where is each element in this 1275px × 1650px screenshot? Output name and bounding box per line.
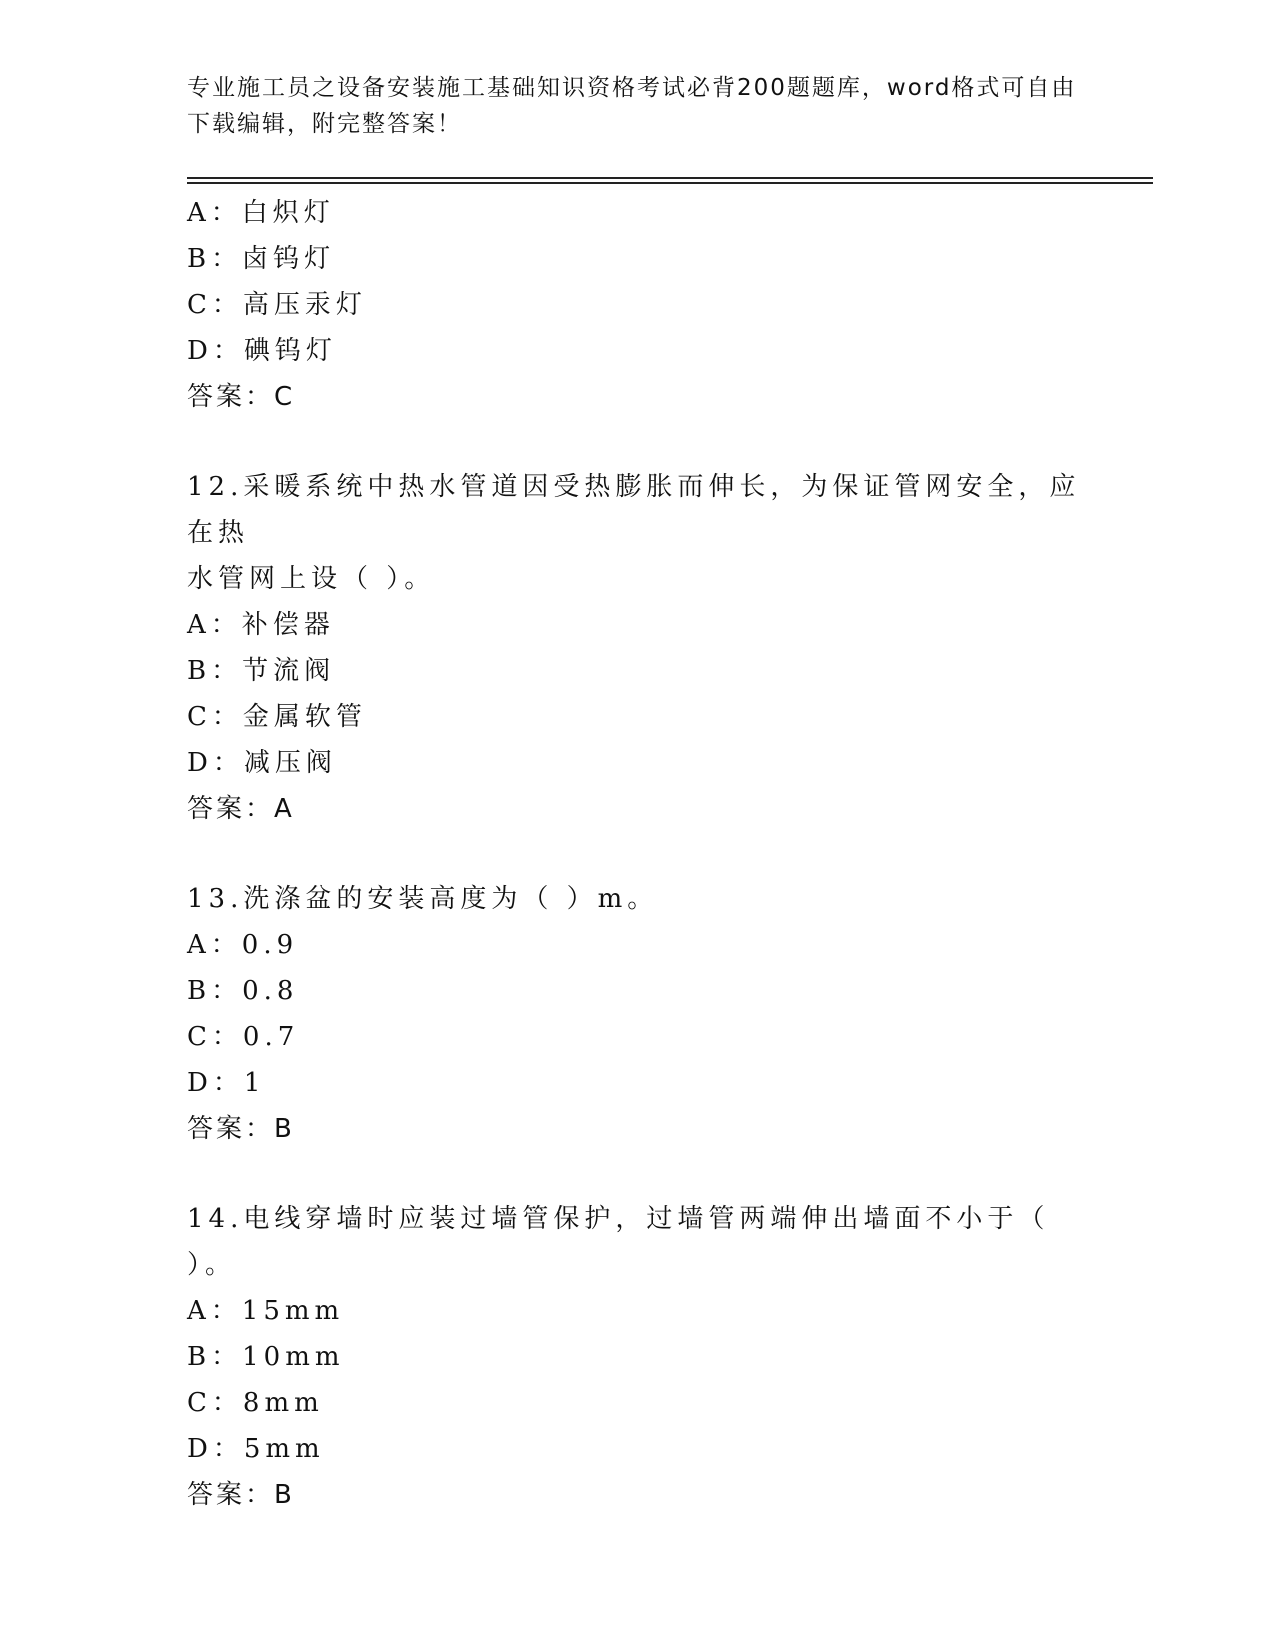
question-13 (187, 876, 1087, 1152)
answer: 答案：B (187, 1114, 295, 1144)
option-d: D：减压阀 (187, 748, 337, 778)
question-text: 13.洗涤盆的安装高度为（ ）m。 (187, 884, 659, 914)
option-a: A：补偿器 (187, 610, 335, 640)
question-text: 14.电线穿墙时应装过墙管保护，过墙管两端伸出墙面不小于（ ）。 (187, 1204, 1050, 1280)
document-header (187, 70, 1087, 142)
option-b: B：0.8 (187, 976, 299, 1006)
answer: 答案：B (187, 1480, 295, 1510)
answer: 答案：C (187, 382, 296, 412)
answer: 答案：A (187, 794, 295, 824)
option-b: B：卤钨灯 (187, 244, 336, 274)
option-c: C：8mm (187, 1388, 324, 1418)
option-d: D：1 (187, 1068, 266, 1098)
option-d: D：5mm (187, 1434, 325, 1464)
option-a: A：0.9 (187, 930, 299, 960)
partial-question (187, 190, 1087, 420)
header-divider-bottom (187, 182, 1153, 184)
option-d: D：碘钨灯 (187, 336, 337, 366)
option-b: B：10mm (187, 1342, 345, 1372)
option-a: A：白炽灯 (187, 198, 335, 228)
option-c: C：金属软管 (187, 702, 367, 732)
question-12 (187, 464, 1087, 832)
question-text-continued: 水管网上设（ ）。 (187, 564, 436, 594)
option-a: A：15mm (187, 1296, 345, 1326)
option-b: B：节流阀 (187, 656, 336, 686)
header-line-1: 专业施工员之设备安装施工基础知识资格考试必背200题题库，word格式可自由 (187, 75, 1077, 101)
question-14 (187, 1196, 1087, 1518)
header-line-2: 下载编辑，附完整答案！ (187, 111, 462, 137)
question-list (187, 190, 1087, 1518)
question-text: 12.采暖系统中热水管道因受热膨胀而伸长，为保证管网安全，应在热 (187, 472, 1081, 548)
header-divider-top (187, 177, 1153, 179)
option-c: C：0.7 (187, 1022, 300, 1052)
option-c: C：高压汞灯 (187, 290, 367, 320)
